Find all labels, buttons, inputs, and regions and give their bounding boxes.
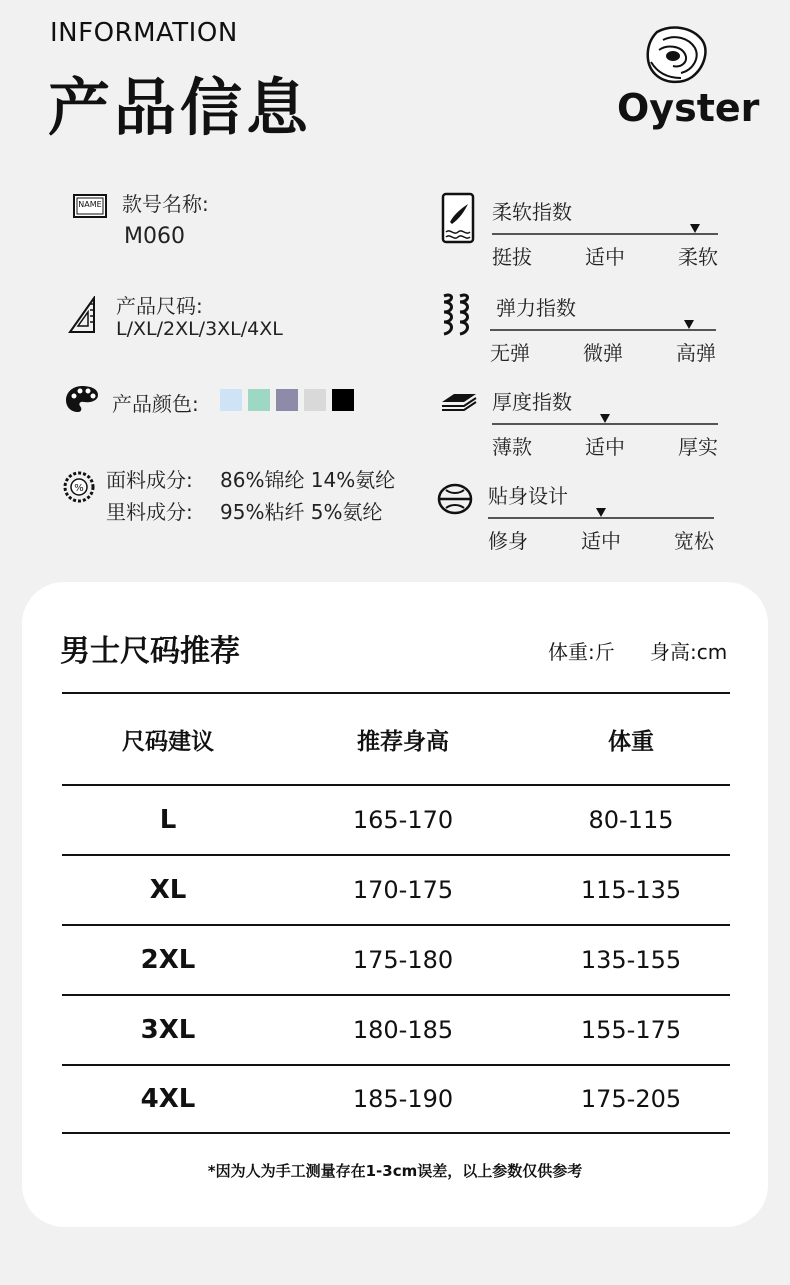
height-cell: 180-185 [352,1016,454,1044]
oyster-shell-icon [637,22,717,92]
size-cell: XL [149,875,187,905]
scale-label-mid: 微弹 [583,341,623,365]
height-cell: 185-190 [352,1085,454,1113]
size-table [62,692,730,1134]
height-cell: 175-180 [352,946,454,974]
color-swatch[interactable] [220,389,242,411]
elasticity-spring-icon [440,292,474,342]
scale-title: 贴身设计 [488,484,568,508]
scale-label-high: 厚实 [678,435,718,459]
color-swatch[interactable] [248,389,270,411]
height-cell: 165-170 [352,806,454,834]
table-row [62,1064,730,1134]
color-swatch[interactable] [276,389,298,411]
height-cell: 170-175 [352,876,454,904]
scale-label-high: 高弹 [676,341,716,365]
fabric-percent-icon [62,470,96,508]
weight-cell: 135-155 [580,946,682,974]
scale-marker [690,224,700,233]
scale-label-mid: 适中 [585,435,625,459]
fit-scale [488,480,714,554]
scale-label-low: 无弹 [490,341,530,365]
scale-label-high: 柔软 [678,245,718,269]
scale-label-low: 修身 [488,529,528,553]
color-swatches [214,389,354,411]
header-title-en: INFORMATION [50,18,238,48]
lining-value: 95%粘纤 5%氨纶 [220,500,383,524]
style-name-value: M060 [124,224,185,249]
fit-body-icon [436,482,474,520]
unit-weight: 体重:斤 [548,640,615,664]
header-size: 尺码建议 [122,728,214,755]
ruler-triangle-icon [68,296,98,338]
thickness-scale [492,386,718,460]
size-cell: L [159,805,177,835]
brand-logo [612,22,760,132]
scale-track [492,233,718,235]
scale-label-low: 挺拔 [492,245,532,269]
color-swatch[interactable] [304,389,326,411]
weight-cell: 155-175 [580,1016,682,1044]
softness-feather-icon [440,192,476,250]
size-cell: 2XL [140,945,196,975]
elasticity-scale [490,292,716,366]
scale-title: 弹力指数 [496,296,576,320]
palette-icon [64,384,100,418]
weight-cell: 175-205 [580,1085,682,1113]
name-tag-icon [72,192,108,224]
svg-text:%: % [74,483,84,494]
unit-height: 身高:cm [650,640,728,664]
size-cell: 3XL [140,1015,196,1045]
weight-cell: 80-115 [588,806,674,834]
brand-name: Oyster [617,86,760,130]
table-row [62,924,730,994]
fabric-value: 86%锦纶 14%氨纶 [220,468,396,492]
fabric-label: 面料成分: [106,468,193,492]
scale-track [492,423,718,425]
scale-label-mid: 适中 [585,245,625,269]
table-row [62,854,730,924]
table-row [62,784,730,854]
thickness-layers-icon [440,390,478,418]
color-swatch[interactable] [332,389,354,411]
scale-marker [684,320,694,329]
header-height: 推荐身高 [357,728,449,755]
size-card [22,582,768,1227]
header-weight: 体重 [608,728,654,755]
scale-marker [600,414,610,423]
name-tag-text: NAME [78,200,102,209]
scale-label-mid: 适中 [581,529,621,553]
color-label: 产品颜色: [112,392,199,416]
measurement-note: *因为人为手工测量存在1-3cm误差，以上参数仅供参考 [207,1162,583,1180]
scale-title: 柔软指数 [492,200,572,224]
weight-cell: 115-135 [580,876,682,904]
style-name-label: 款号名称: [122,192,209,216]
scale-track [490,329,716,331]
table-header-row [62,692,730,784]
size-value: L/XL/2XL/3XL/4XL [116,318,283,340]
size-label: 产品尺码: [116,294,203,318]
header-title-cn: 产品信息 [48,71,313,144]
scale-marker [596,508,606,517]
lining-label: 里料成分: [106,500,193,524]
scale-label-high: 宽松 [674,529,714,553]
size-table-title: 男士尺码推荐 [60,634,240,669]
table-row [62,994,730,1064]
size-cell: 4XL [140,1084,196,1114]
scale-title: 厚度指数 [492,390,572,414]
scale-label-low: 薄款 [492,435,532,459]
softness-scale [492,196,718,270]
scale-track [488,517,714,519]
